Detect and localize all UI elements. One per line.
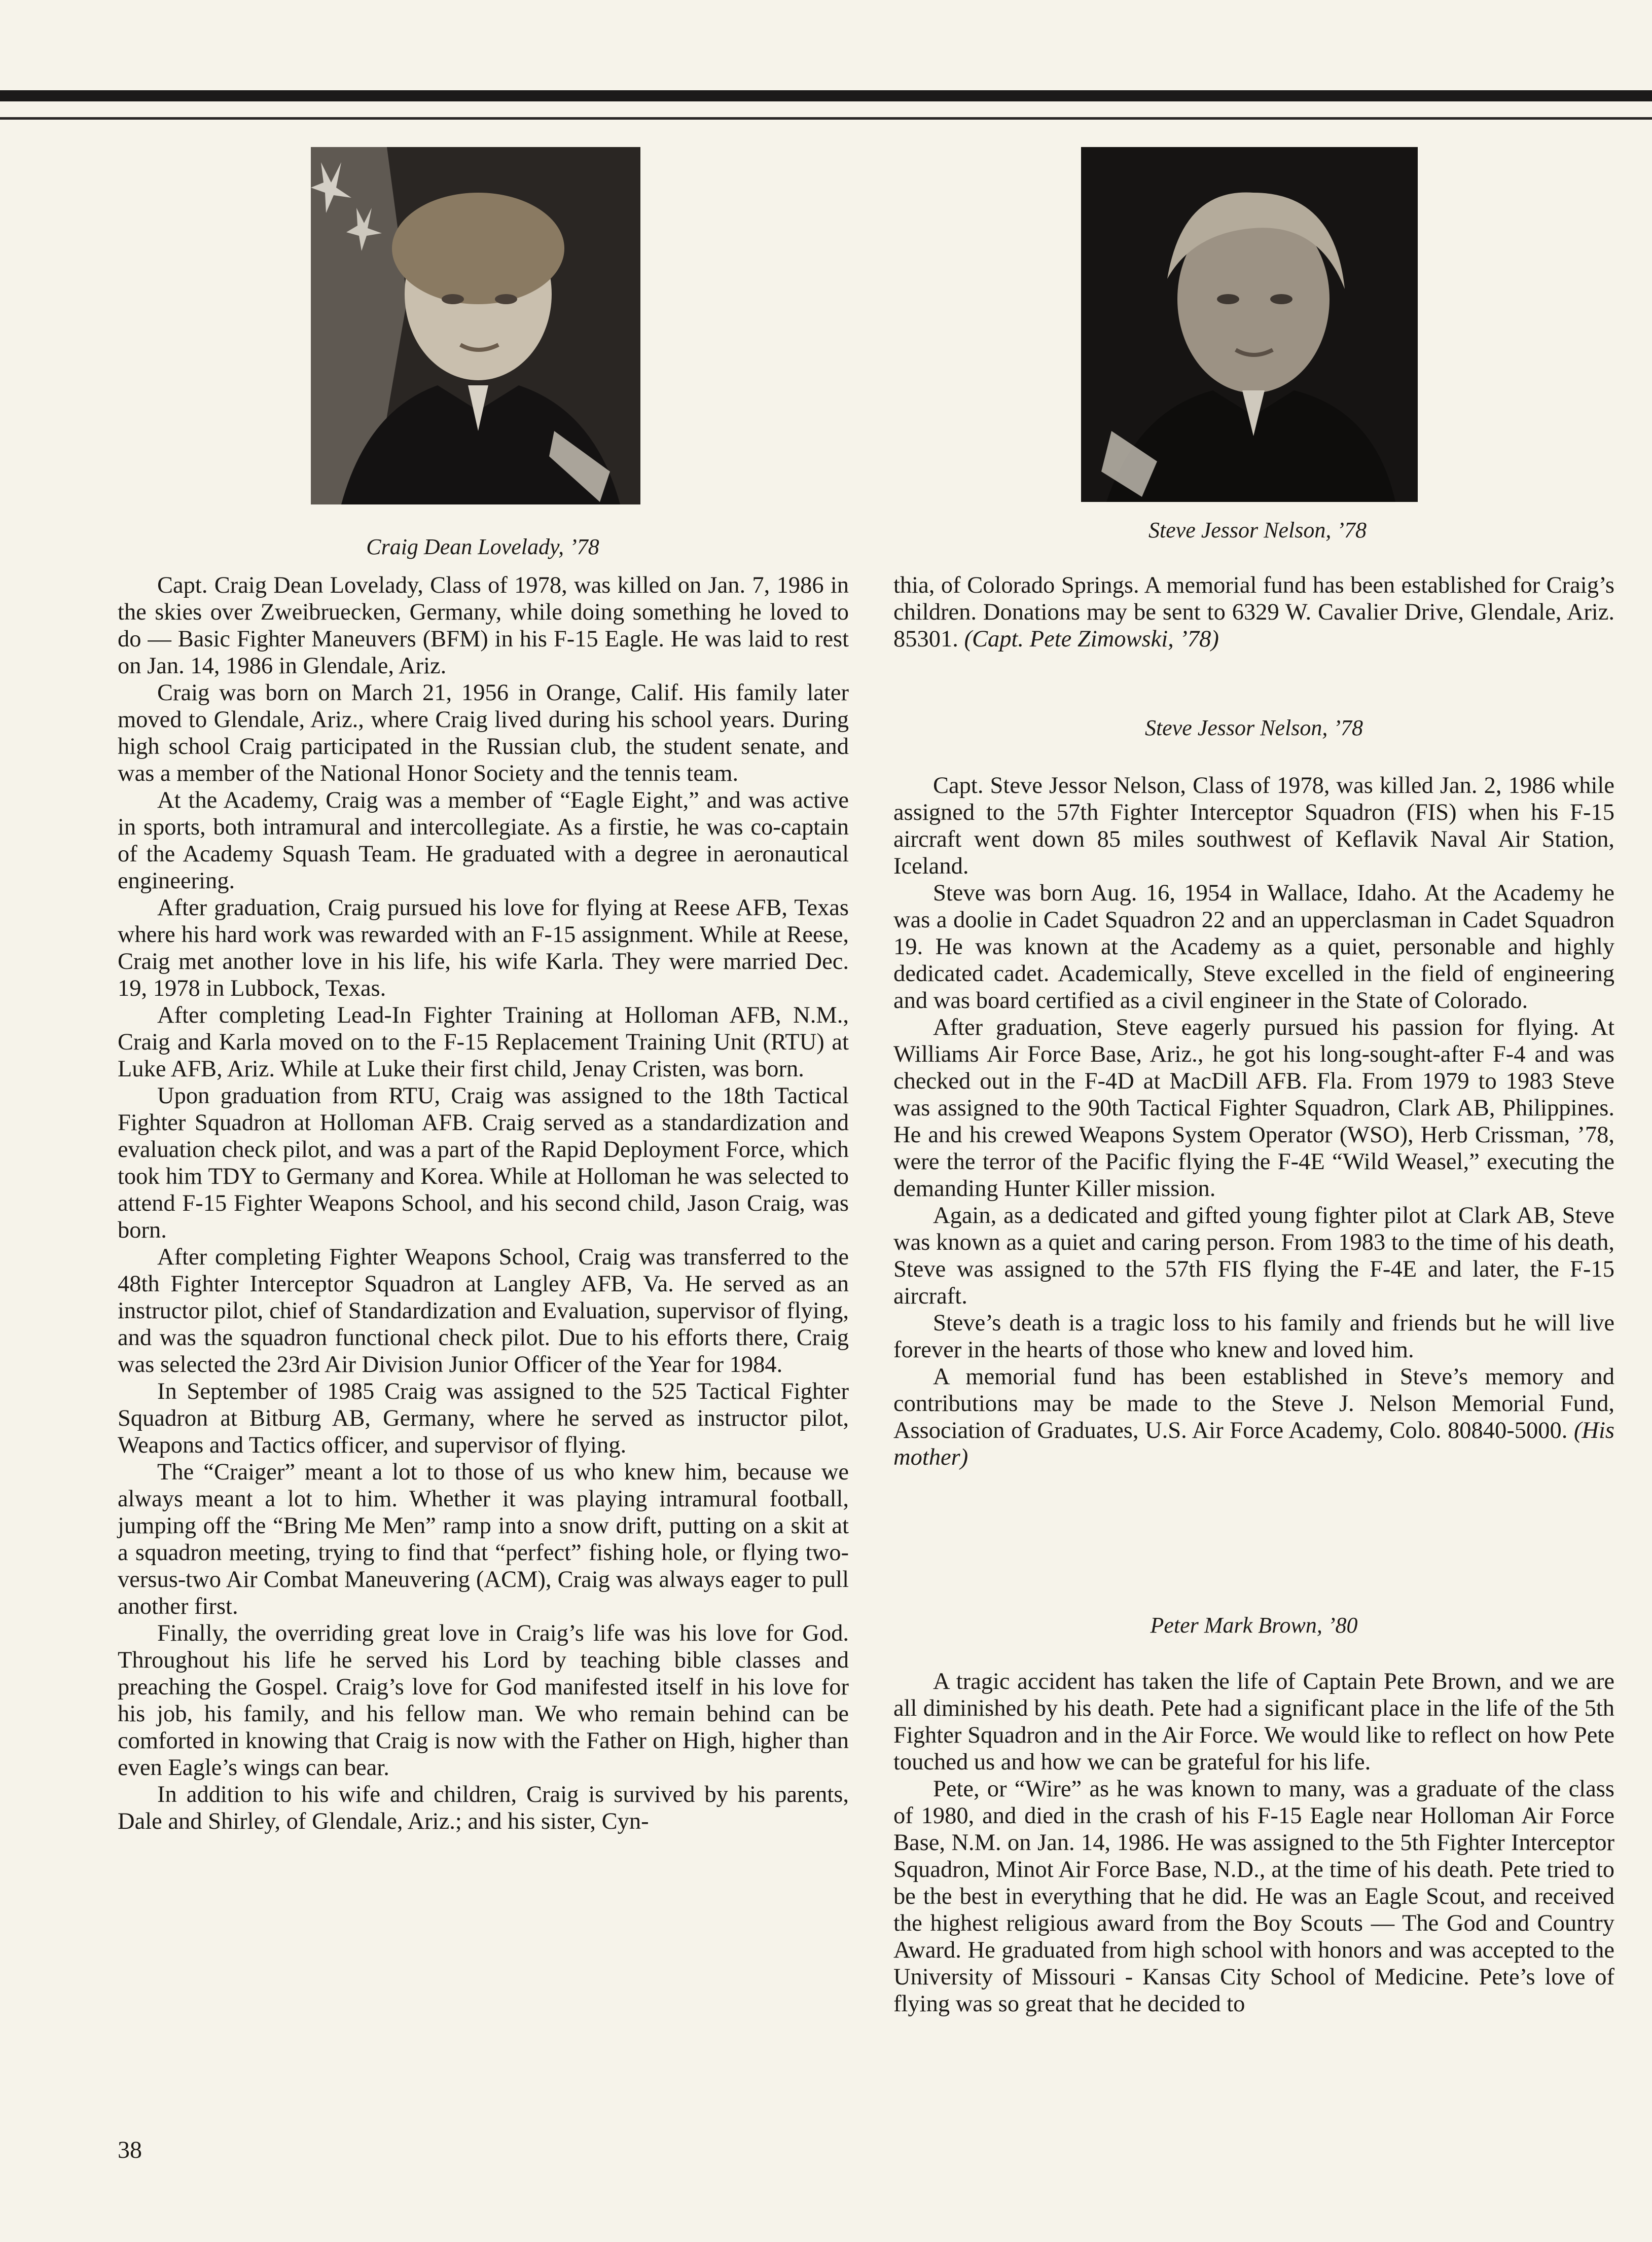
page-number: 38: [118, 2137, 142, 2163]
nelson-heading: Steve Jessor Nelson, ’78: [1144, 715, 1363, 740]
paragraph: Upon graduation from RTU, Craig was assigned to the 18th Tactical Fighter Squadron at Holloman AFB. Craig served as a standardization and evaluation check pilot, and was a part of the Rapid Deployment Force, which took him TDY to Germany and Korea. While at Holloman he was selected to attend F-15 Fighter Weapons School, and his second child, Jason Craig, was born.: [118, 1083, 849, 1243]
paragraph: Steve’s death is a tragic loss to his family and friends but he will live forever in the hearts of those who knew and loved him.: [893, 1310, 1614, 1363]
paragraph: The “Craiger” meant a lot to those of us who knew him, because we always meant a lot to him. Whether it was playing intramural football, jumping off the “Bring Me Men” ramp into a snow drift, putting on a skit at a squadron meeting, trying to find that “perfect” fishing hole, or flying two-versus-two Air Combat Maneuvering (ACM), Craig was always eager to pull another first.: [118, 1459, 849, 1619]
paragraph: At the Academy, Craig was a member of “Eagle Eight,” and was active in sports, both intramural and intercollegiate. As a firstie, he was co-captain of the Academy Squash Team. He graduated with a degree in aeronautical engineering.: [118, 787, 849, 894]
brown-heading: Peter Mark Brown, ’80: [1150, 1613, 1358, 1638]
paragraph: Again, as a dedicated and gifted young fighter pilot at Clark AB, Steve was known as a quiet and caring person. From 1983 to the time of his death, Steve was assigned to the 57th FIS flying the F-4E and later, the F-15 aircraft.: [893, 1203, 1614, 1309]
nelson-obituary-column: [893, 772, 1614, 1471]
paragraph: [893, 1363, 1614, 1471]
lovelady-obituary-column: [118, 572, 849, 1835]
paragraph: Steve was born Aug. 16, 1954 in Wallace, Idaho. At the Academy he was a doolie in Cadet Squadron 22 and an upperclasman in Cadet Squadron 19. He was known at the Academy as a quiet, personable and highly dedicated cadet. Academically, Steve excelled in the field of engineering and was board certified as a civil engineer in the State of Colorado.: [893, 880, 1614, 1014]
paragraph: After completing Fighter Weapons School, Craig was transferred to the 48th Fighter Interceptor Squadron at Langley AFB, Va. He served as an instructor pilot, chief of Standardization and Evaluation, supervisor of flying, and was the squadron functional check pilot. Due to his efforts there, Craig was selected the 23rd Air Division Junior Officer of the Year for 1984.: [118, 1244, 849, 1378]
portrait-image: [311, 147, 640, 504]
author-signature: (His mother): [893, 1418, 1614, 1470]
paragraph: Capt. Steve Jessor Nelson, Class of 1978, was killed Jan. 2, 1986 while assigned to the 57th Fighter Interceptor Squadron (FIS) when his F-15 aircraft went down 85 miles southwest of Keflavik Naval Air Station, Iceland.: [893, 773, 1614, 879]
brown-obituary-column: [893, 1668, 1614, 2017]
paragraph: Finally, the overriding great love in Craig’s life was his love for God. Throughout his life he served his Lord by teaching bible classes and preaching the Gospel. Craig’s love for God manifested itself in his love for his job, his family, and his fellow man. We who remain behind can be comforted in knowing that Craig is now with the Father on High, higher than even Eagle’s wings can bear.: [118, 1620, 849, 1781]
photo-caption-lovelady: Craig Dean Lovelady, ’78: [366, 534, 599, 559]
portrait-photo-nelson: [1081, 147, 1418, 502]
paragraph: After completing Lead-In Fighter Training at Holloman AFB, N.M., Craig and Karla moved on to the F-15 Replacement Training Unit (RTU) at Luke AFB, Ariz. While at Luke their first child, Jenay Cristen, was born.: [118, 1002, 849, 1082]
photo-caption-nelson: Steve Jessor Nelson, ’78: [1148, 518, 1367, 543]
author-signature: (Capt. Pete Zimowski, ’78): [964, 626, 1219, 652]
paragraph: After graduation, Craig pursued his love for flying at Reese AFB, Texas where his hard work was rewarded with an F-15 assignment. While at Reese, Craig met another love in his life, his wife Karla. They were married Dec. 19, 1978 in Lubbock, Texas.: [118, 895, 849, 1001]
continuation-text: thia, of Colorado Springs. A memorial fund has been established for Craig’s children. Donations may be sent to 6329 W. Cavalier Drive, Glendale, Ariz. 85301.: [893, 572, 1614, 652]
paragraph: Craig was born on March 21, 1956 in Orange, Calif. His family later moved to Glendale, Ariz., where Craig lived during his school years. During high school Craig participated in the Russian club, the student senate, and was a member of the National Honor Society and the tennis team.: [118, 680, 849, 786]
lovelady-continuation: [893, 572, 1614, 653]
paragraph: Pete, or “Wire” as he was known to many, was a graduate of the class of 1980, and died in the crash of his F-15 Eagle near Holloman Air Force Base, N.M. on Jan. 14, 1986. He was assigned to the 5th Fighter Interceptor Squadron, Minot Air Force Base, N.D., at the time of his death. Pete tried to be the best in everything that he did. He was an Eagle Scout, and received the highest religious award from the Boy Scouts — The God and Country Award. He graduated from high school with honors and was accepted to the University of Missouri - Kansas City School of Medicine. Pete’s love of flying was so great that he decided to: [893, 1776, 1614, 2017]
paragraph: Capt. Craig Dean Lovelady, Class of 1978, was killed on Jan. 7, 1986 in the skies over Zweibruecken, Germany, while doing something he loved to do — Basic Fighter Maneuvers (BFM) in his F-15 Eagle. He was laid to rest on Jan. 14, 1986 in Glendale, Ariz.: [118, 572, 849, 679]
paragraph: In addition to his wife and children, Craig is survived by his parents, Dale and Shirley, of Glendale, Ariz.; and his sister, Cyn-: [118, 1782, 849, 1834]
memorial-fund-text: A memorial fund has been established in Steve’s memory and contributions may be made to the Steve J. Nelson Memorial Fund, Association of Graduates, U.S. Air Force Academy, Colo. 80840-5000.: [893, 1364, 1614, 1443]
paragraph: In September of 1985 Craig was assigned to the 525 Tactical Fighter Squadron at Bitburg AB, Germany, where he served as instructor pilot, Weapons and Tactics officer, and supervisor of flying.: [118, 1379, 849, 1458]
header-rule-thin: [0, 117, 1652, 120]
portrait-photo-lovelady: [311, 147, 640, 504]
header-rule-thick: [0, 90, 1652, 101]
portrait-image: [1081, 147, 1418, 502]
paragraph: A tragic accident has taken the life of Captain Pete Brown, and we are all diminished by his death. Pete had a significant place in the life of the 5th Fighter Squadron and in the Air Force. We would like to reflect on how Pete touched us and how we can be grateful for his life.: [893, 1669, 1614, 1775]
paragraph: [893, 572, 1614, 653]
paragraph: After graduation, Steve eagerly pursued his passion for flying. At Williams Air Force Base, Ariz., he got his long-sought-after F-4 and was checked out in the F-4D at MacDill AFB. Fla. From 1979 to 1983 Steve was assigned to the 90th Tactical Fighter Squadron, Clark AB, Philippines. He and his crewed Weapons System Operator (WSO), Herb Crissman, ’78, were the terror of the Pacific flying the F-4E “Wild Weasel,” executing the demanding Hunter Killer mission.: [893, 1015, 1614, 1202]
